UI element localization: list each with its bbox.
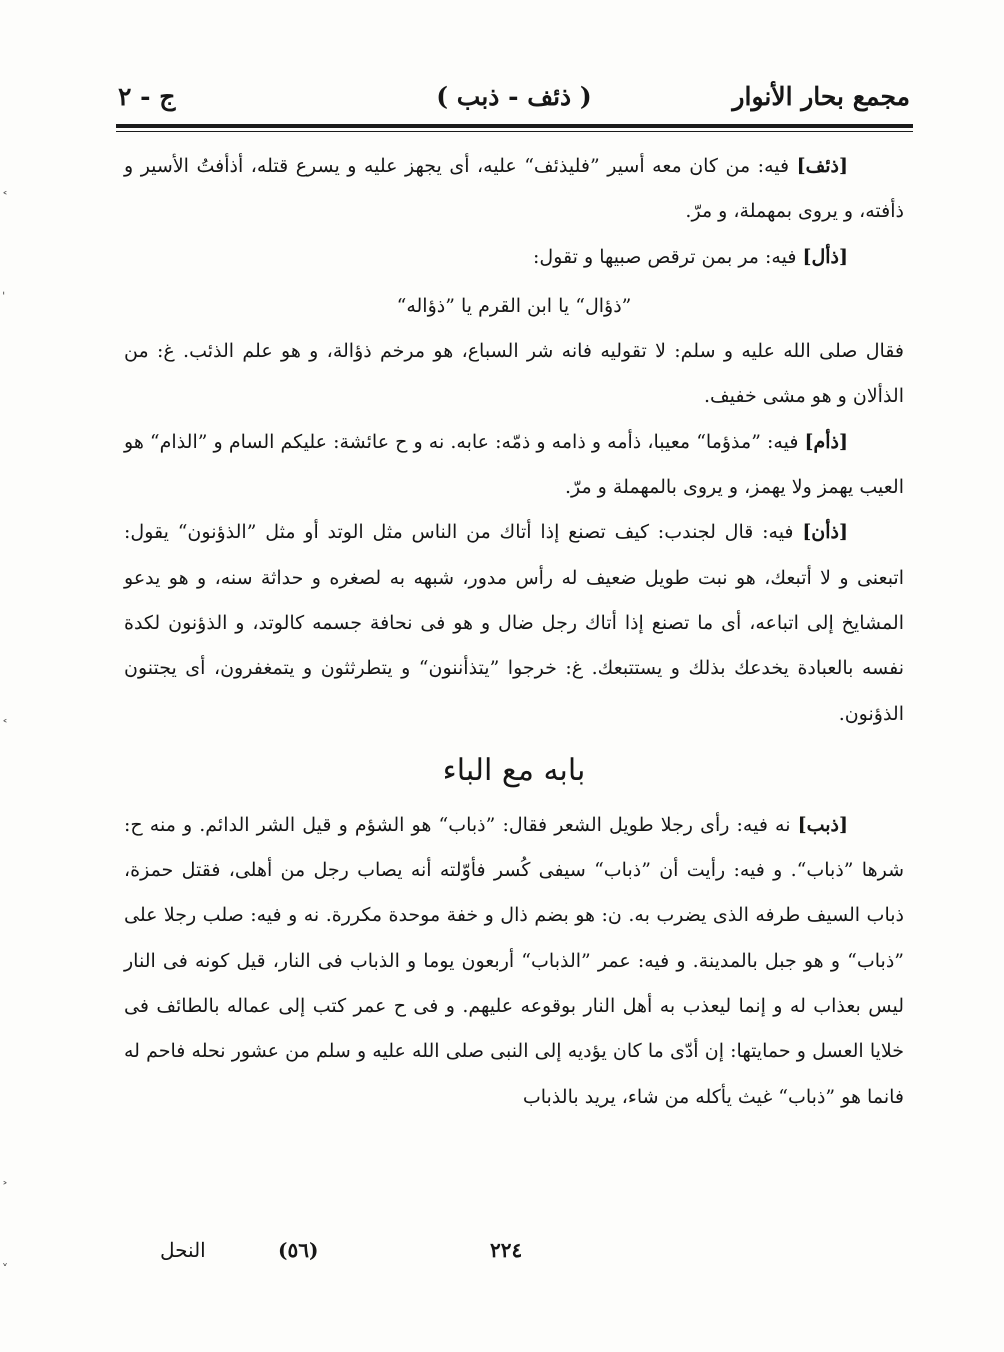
running-header: [118, 72, 910, 120]
chapter-heading: بابه مع الباء: [442, 752, 586, 788]
entry-text: فيه: ”مذؤما“ معيبا، ذأمه و ذامه و ذمّه: عابه. نه و ح عائشة: عليكم السام و ”الذام“ هو العيب يهمز ولا يهمز، و يروى بالمهملة و مرّ.: [124, 430, 904, 499]
entry-text: فقال صلى الله عليه و سلم: لا تقوليه فانه شر السباع، هو مرخم ذؤالة، و هو علم الذئب. غ: من الذألان و هو مشى خفيف.: [124, 340, 904, 408]
entry-lemma: [ذأل]: [802, 245, 848, 268]
header-rule-thin: [116, 131, 913, 132]
entry-text: نه فيه: رأى رجلا طويل الشعر فقال: ”ذباب“ هو الشؤم و قيل الشر الدائم. و منه ح: شرها ”ذباب“. و فيه: رأيت أن ”ذباب“ سيفى كُسر فأوّلته أنه يصاب رجل من أهلى، فقتل حمزة، ذباب السيف طرفه الذى يضرب به. ن: هو بضم ذال و خفة موحدة مكررة. نه و فيه: صلب رجلا على ”ذباب“ و هو جبل بالمدينة. و فيه: عمر ”الذباب“ أربعون يوما و الذباب فى النار، قيل كونه فى النار ليس بعذاب له و إنما ليعذب به أهل النار بوقوعه عليهم. و فى ح عمر كتب إلى عماله بالطائف فى خلايا العسل و حمايتها: إن أدّى ما كان يؤديه إلى النبى صلى الله عليه و سلم من عشور نحله فاحم له فانما هو ”ذباب“ غيث يأكله من شاء، يريد بالذباب: [124, 813, 904, 1108]
margin-mark: ˈ: [2, 290, 6, 304]
margin-mark: ˂: [2, 190, 8, 204]
signature-number: (٥٦): [278, 1238, 319, 1262]
entry-paragraph: [124, 144, 904, 235]
main-text: [124, 144, 904, 1120]
entry-lemma: [ذأن]: [802, 521, 848, 544]
entry-lemma: [ذأم]: [804, 430, 848, 453]
poem-verse: ”ذؤال“ يا ابن القرم يا ”ذؤاله“: [396, 294, 632, 317]
margin-mark: ˅: [2, 1262, 8, 1276]
entry-text: فيه: من كان معه أسير ”فليذئف“ عليه، أى يجهز عليه و يسرع قتله، أذأفتُ الأسير و ذأفته، و يروى بمهملة، و مرّ.: [124, 155, 904, 223]
entry-lemma: [ذبب]: [797, 813, 848, 836]
entry-paragraph: [124, 803, 904, 1120]
margin-mark: ˂: [2, 718, 8, 732]
margin-mark: ˃: [2, 1180, 8, 1194]
entry-paragraph: [124, 235, 904, 280]
book-title: مجمع بحار الأنوار: [732, 81, 910, 111]
catchword: النحل: [160, 1238, 206, 1262]
header-rule-thick: [116, 124, 913, 128]
entry-lemma: [ذئف]: [796, 155, 848, 177]
page-footer: [160, 1238, 860, 1278]
entry-paragraph: [124, 510, 904, 736]
page-number: ٢٢٤: [490, 1238, 523, 1262]
entry-text: فيه: قال لجندب: كيف تصنع إذا أتاك من الناس مثل الوتد أو مثل ”الذؤنون“ يقول: اتبعنى و لا أتبعك، هو نبت طويل ضعيف له رأس مدور، شبهه به لصغره و حداثة سنه، و هو يدعو المشايخ إلى اتباعه، أى ما تصنع إذا أتاك رجل ضال و هو فى نحافة جسمه كالوتد، و الذؤنون لكدة نفسه بالعبادة يخدعك بذلك و يستتبعك. غ: خرجوا ”يتذأننون“ و يتطرثثون و يتمغفرون، أى يجتنون الذؤنون.: [124, 521, 904, 725]
entry-paragraph: [124, 420, 904, 511]
entry-text: فيه: مر بمن ترقص صبيها و تقول:: [533, 245, 803, 268]
section-range: ( ذئف - ذبب ): [436, 81, 592, 111]
volume-label: ج - ٢: [118, 81, 176, 111]
entry-paragraph: [124, 329, 904, 420]
